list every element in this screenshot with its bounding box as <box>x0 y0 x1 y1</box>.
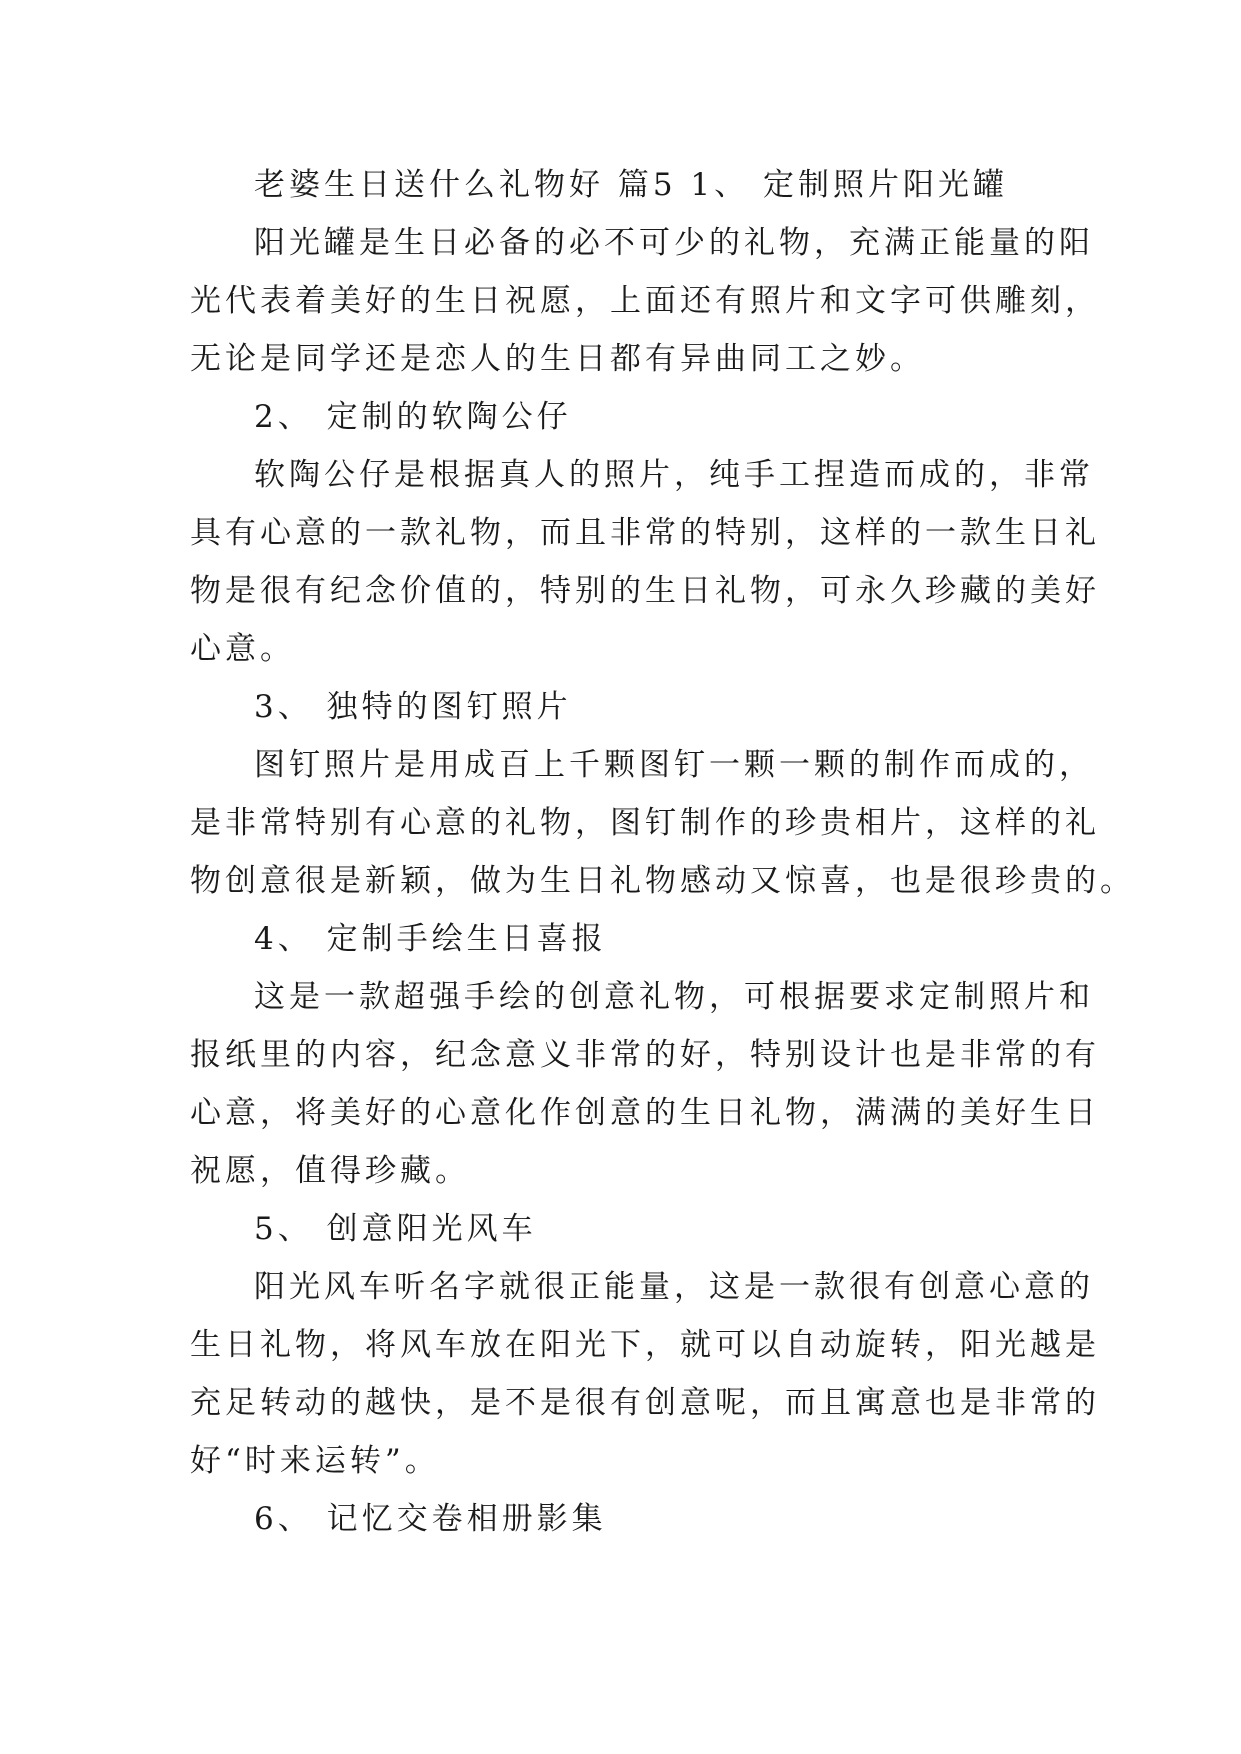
paragraph-line: 具有心意的一款礼物，而且非常的特别，这样的一款生日礼 <box>190 515 1100 551</box>
paragraph-line: 心意。 <box>190 631 295 667</box>
paragraph-line: 物创意很是新颖，做为生日礼物感动又惊喜，也是很珍贵的。 <box>190 863 1135 899</box>
document-body <box>190 156 1135 1548</box>
paragraph-line: 祝愿，值得珍藏。 <box>190 1153 470 1189</box>
paragraph-line: 图钉照片是用成百上千颗图钉一颗一颗的制作而成的， <box>254 747 1094 783</box>
paragraph-line: 物是很有纪念价值的，特别的生日礼物，可永久珍藏的美好 <box>190 573 1100 609</box>
paragraph-line: 这是一款超强手绘的创意礼物，可根据要求定制照片和 <box>254 979 1094 1015</box>
section-heading: 3、 独特的图钉照片 <box>254 689 572 725</box>
paragraph-line: 充足转动的越快，是不是很有创意呢，而且寓意也是非常的 <box>190 1385 1100 1421</box>
section-heading: 2、 定制的软陶公仔 <box>254 399 572 435</box>
paragraph-line: 生日礼物，将风车放在阳光下，就可以自动旋转，阳光越是 <box>190 1327 1100 1363</box>
paragraph-line: 是非常特别有心意的礼物，图钉制作的珍贵相片，这样的礼 <box>190 805 1100 841</box>
paragraph-line: 无论是同学还是恋人的生日都有异曲同工之妙。 <box>190 341 925 377</box>
paragraph-line: 阳光风车听名字就很正能量，这是一款很有创意心意的 <box>254 1269 1094 1305</box>
section-heading: 5、 创意阳光风车 <box>254 1211 537 1247</box>
paragraph-line: 阳光罐是生日必备的必不可少的礼物，充满正能量的阳 <box>254 225 1094 261</box>
paragraph-line: 软陶公仔是根据真人的照片，纯手工捏造而成的，非常 <box>254 457 1094 493</box>
section-heading: 6、 记忆交卷相册影集 <box>254 1501 607 1537</box>
paragraph-line: 好“时来运转”。 <box>190 1443 440 1479</box>
paragraph-line: 心意，将美好的心意化作创意的生日礼物，满满的美好生日 <box>190 1095 1100 1131</box>
section-heading: 4、 定制手绘生日喜报 <box>254 921 607 957</box>
paragraph-line: 光代表着美好的生日祝愿，上面还有照片和文字可供雕刻， <box>190 283 1100 319</box>
paragraph-line: 报纸里的内容，纪念意义非常的好，特别设计也是非常的有 <box>190 1037 1100 1073</box>
heading-line: 老婆生日送什么礼物好 篇5 1、 定制照片阳光罐 <box>254 167 1009 203</box>
